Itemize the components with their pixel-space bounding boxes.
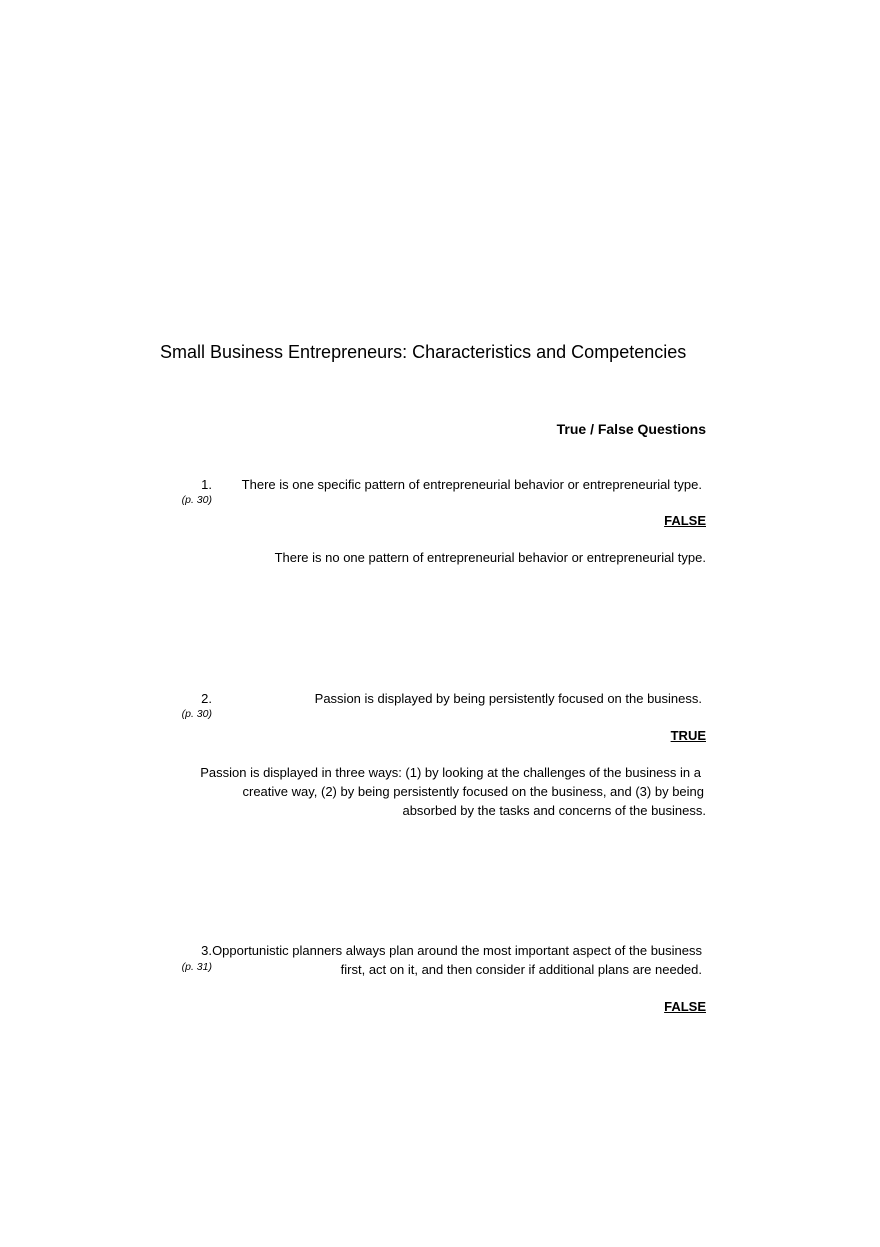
question-text <box>212 941 702 979</box>
answer-label: FALSE <box>664 999 706 1014</box>
question-text <box>315 689 702 708</box>
answer-label: FALSE <box>664 513 706 528</box>
explanation-line: Passion is displayed in three ways: (1) by looking at the challenges of the business in a <box>200 765 701 780</box>
question-number: 2. <box>201 691 212 706</box>
explanation-line: There is no one pattern of entrepreneurial behavior or entrepreneurial type. <box>274 550 706 565</box>
question-number: 1. <box>201 477 212 492</box>
question-text <box>242 475 702 494</box>
explanation-line: creative way, (2) by being persistently focused on the business, and (3) by being <box>242 784 704 799</box>
section-heading: True / False Questions <box>556 421 706 437</box>
question-page-ref: (p. 30) <box>181 494 212 506</box>
answer-explanation <box>275 548 706 567</box>
question-page-ref: (p. 31) <box>181 961 212 973</box>
explanation-line: absorbed by the tasks and concerns of the business. <box>402 803 706 818</box>
question-text-line: first, act on it, and then consider if additional plans are needed. <box>340 962 702 977</box>
question-text-line: Passion is displayed by being persistently focused on the business. <box>314 691 702 706</box>
question-text-line: Opportunistic planners always plan around the most important aspect of the business <box>212 943 702 958</box>
answer-label: TRUE <box>670 728 706 743</box>
question-page-ref: (p. 30) <box>181 708 212 720</box>
answer-explanation <box>200 763 706 820</box>
page-title: Small Business Entrepreneurs: Characteristics and Competencies <box>160 342 687 362</box>
question-text-line: There is one specific pattern of entrepreneurial behavior or entrepreneurial type. <box>241 477 702 492</box>
question-number: 3. <box>201 943 212 958</box>
